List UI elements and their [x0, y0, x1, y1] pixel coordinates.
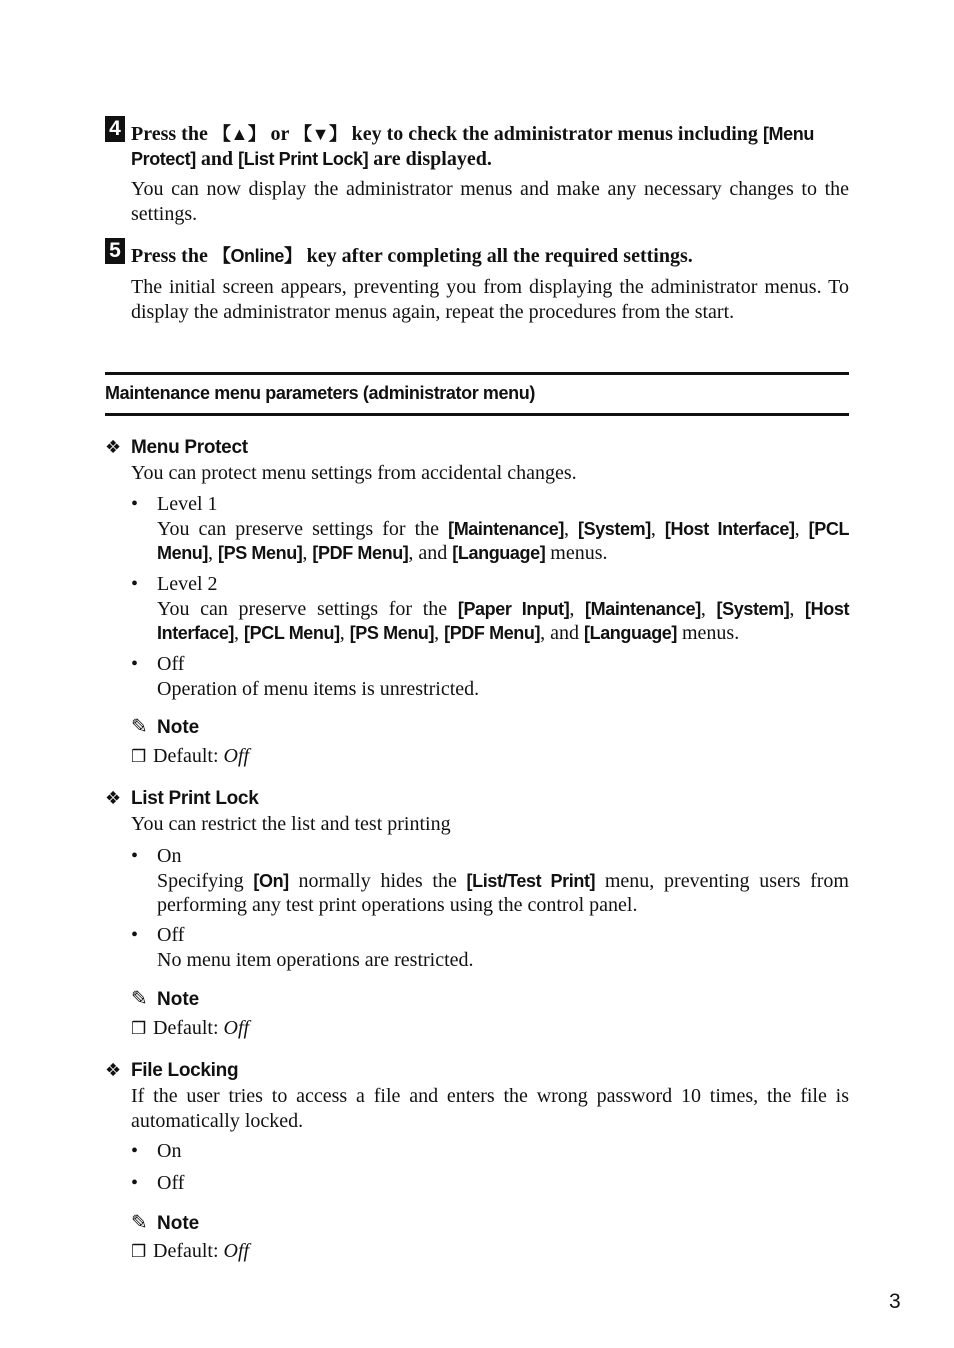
online-key: 【Online】	[212, 246, 302, 266]
step-4-instruction	[131, 122, 851, 171]
step-4-text: or	[265, 123, 294, 145]
step-4-text: and	[195, 147, 239, 170]
pencil-icon: ✎	[131, 988, 148, 1010]
list-print-lock-heading	[105, 786, 258, 812]
step-5-instruction	[131, 244, 851, 269]
step-4-body: You can now display the administrator menus and make any necessary changes to the settings.	[131, 178, 849, 225]
checkbox-icon: ❒	[131, 747, 147, 766]
down-key: 【▼】	[293, 124, 347, 144]
up-key: 【▲】	[212, 124, 266, 144]
note-heading: ✎ Note	[131, 716, 200, 738]
menu-protect-key: [Menu Protect]	[131, 124, 814, 169]
section-top-rule	[105, 372, 849, 375]
level-2-item	[157, 572, 849, 646]
bullet-icon: •	[131, 924, 139, 946]
pencil-icon: ✎	[131, 716, 148, 738]
level-1-label: Level 1	[157, 493, 218, 515]
checkbox-icon: ❒	[131, 1019, 147, 1038]
default-value-line: ❒ Default: Off	[131, 744, 249, 770]
section-bottom-rule	[105, 413, 849, 416]
bullet-icon: •	[131, 493, 139, 515]
on-desc: Specifying [On] normally hides the [List/Test Print] menu, preventing users from performing any test print operations using the control panel.	[157, 869, 849, 916]
on-label: On	[157, 845, 182, 867]
diamond-icon: ❖	[105, 1060, 121, 1080]
pencil-icon: ✎	[131, 1212, 148, 1234]
step-5-text: key after completing all the required settings.	[301, 245, 693, 267]
bullet-icon: •	[131, 1172, 139, 1194]
diamond-icon: ❖	[105, 788, 121, 808]
step-4-text: are displayed.	[368, 147, 492, 170]
step-5-body: The initial screen appears, preventing you from displaying the administrator menus. To display the administrator menus again, repeat the procedures from the start.	[131, 276, 849, 323]
off-label: Off	[157, 1172, 185, 1194]
list-print-lock-desc: You can restrict the list and test printing	[131, 813, 451, 835]
bullet-icon: •	[131, 1140, 139, 1162]
step-4-text: key to check the administrator menus including	[346, 123, 763, 145]
on-label: On	[157, 1140, 182, 1162]
on-item	[157, 844, 849, 918]
diamond-icon: ❖	[105, 437, 121, 457]
off-label: Off	[157, 924, 185, 946]
file-locking-desc: If the user tries to access a file and enters the wrong password 10 times, the file is automatically locked.	[131, 1085, 849, 1132]
off-label: Off	[157, 653, 185, 675]
off-item	[157, 652, 849, 701]
level-2-desc: You can preserve settings for the [Paper Input], [Maintenance], [System], [Host Interface], [PCL Menu], [PS Menu], [PDF Menu], and [Language] menus.	[157, 597, 850, 644]
default-value-line: ❒ Default: Off	[131, 1239, 249, 1265]
page-number: 3	[889, 1290, 901, 1313]
off-desc: No menu item operations are restricted.	[157, 948, 474, 971]
level-1-desc: You can preserve settings for the [Maintenance], [System], [Host Interface], [PCL Menu], [PS Menu], [PDF Menu], and [Language] menus.	[157, 517, 850, 564]
step-4-text: Press the	[131, 123, 213, 145]
level-2-label: Level 2	[157, 573, 218, 595]
file-locking-title: File Locking	[131, 1060, 239, 1081]
level-1-item	[157, 492, 849, 566]
list-print-lock-key: [List Print Lock]	[238, 148, 369, 169]
checkbox-icon: ❒	[131, 1242, 147, 1261]
off-desc: Operation of menu items is unrestricted.	[157, 677, 480, 700]
bullet-icon: •	[131, 573, 139, 595]
menu-protect-heading	[105, 435, 248, 461]
bullet-icon: •	[131, 653, 139, 675]
default-value-line: ❒ Default: Off	[131, 1016, 249, 1042]
step-5-text: Press the	[131, 245, 213, 267]
note-heading: ✎ Note	[131, 988, 200, 1010]
bullet-icon: •	[131, 845, 139, 867]
list-print-lock-title: List Print Lock	[131, 788, 259, 809]
off-item	[157, 923, 849, 972]
note-heading: ✎ Note	[131, 1212, 200, 1234]
section-title: Maintenance menu parameters (administrator menu)	[105, 383, 535, 403]
step-4-badge: 4	[105, 116, 125, 142]
menu-protect-title: Menu Protect	[131, 437, 248, 458]
step-5-badge: 5	[105, 238, 125, 264]
file-locking-heading	[105, 1058, 238, 1084]
menu-protect-desc: You can protect menu settings from accidental changes.	[131, 462, 577, 484]
